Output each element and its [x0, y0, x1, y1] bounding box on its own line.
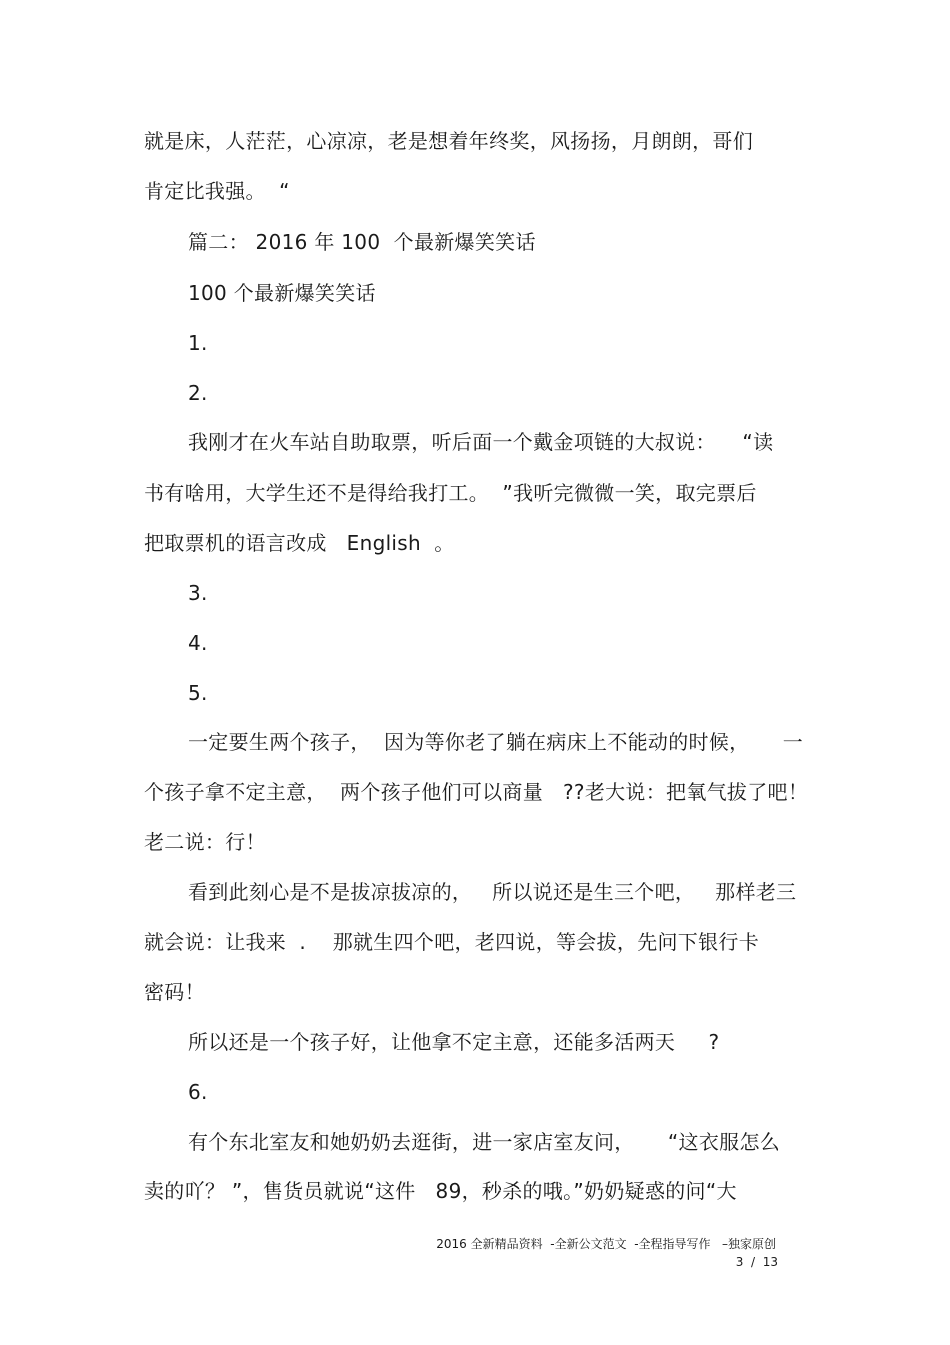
section-heading: 篇二： 2016 年 100 个最新爆笑笑话: [188, 230, 536, 254]
text-line: 有个东北室友和她奶奶去逛街，进一家店室友问， “这衣服怎么: [188, 1130, 781, 1154]
subtitle: 100 个最新爆笑笑话: [188, 281, 376, 305]
text-line: 就会说：让我来 . 那就生四个吧，老四说，等会拔，先问下银行卡: [144, 930, 760, 954]
list-number: 6.: [188, 1080, 208, 1104]
list-number: 3.: [188, 581, 208, 605]
list-number: 1.: [188, 331, 208, 355]
text-line: 老二说：行！: [144, 830, 266, 854]
page-number: 3 / 13: [735, 1255, 778, 1269]
list-number: 4.: [188, 631, 208, 655]
text-line: 一定要生两个孩子， 因为等你老了躺在病床上不能动的时候， 一: [188, 730, 804, 754]
text-line: 就是床，人茫茫，心凉凉，老是想着年终奖，风扬扬，月朗朗，哥们: [144, 129, 753, 153]
text-line: 密码！: [144, 980, 205, 1004]
text-line: 卖的吖？ ”，售货员就说“这件 89，秒杀的哦。”奶奶疑惑的问“大: [144, 1179, 737, 1203]
text-line: 所以还是一个孩子好，让他拿不定主意，还能多活两天 ?: [188, 1030, 720, 1054]
text-line: 书有啥用，大学生还不是得给我打工。 ”我听完微微一笑，取完票后: [144, 481, 757, 505]
text-line: 把取票机的语言改成 English 。: [144, 531, 455, 555]
text-line: 看到此刻心是不是拔凉拔凉的， 所以说还是生三个吧， 那样老三: [188, 880, 797, 904]
list-number: 5.: [188, 681, 208, 705]
footer-note: 2016 全新精品资料 -全新公文范文 -全程指导写作 –独家原创: [436, 1237, 776, 1251]
text-line: 肯定比我强。 “: [144, 179, 290, 203]
list-number: 2.: [188, 381, 208, 405]
text-line: 个孩子拿不定主意， 两个孩子他们可以商量 ??老大说：把氧气拔了吧！: [144, 780, 809, 804]
text-line: 我刚才在火车站自助取票，听后面一个戴金项链的大叔说： “读: [188, 430, 774, 454]
